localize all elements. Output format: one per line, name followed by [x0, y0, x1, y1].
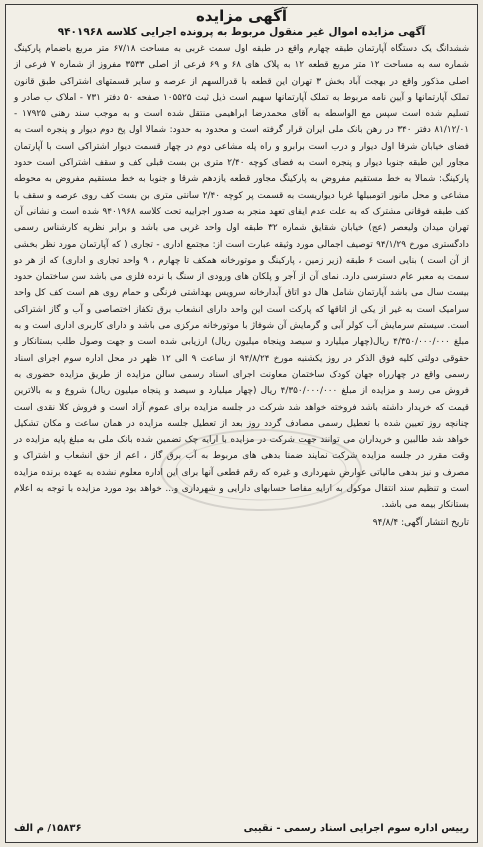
publish-date-label: تاریخ انتشار آگهی:	[401, 517, 469, 528]
footer-reference: ۱۵۸۳۶/ م الف	[14, 823, 82, 834]
footer-signature: رییس اداره سوم اجرایی اسناد رسمی - نقیبی	[243, 823, 469, 834]
notice-body: ششدانگ یک دستگاه آپارتمان طبقه چهارم واقع در طبقه اول سمت غربی به مساحت ۶۷/۱۸ متر مربع باضمام پارکینگ شماره سه به مساحت ۱۲ متر مربع قطعه ۱۲ به پلاک های ۶۸ و ۶۹ فرعی از اصلی ۳۵۳۳ مفروز از شماره ۷ فرعی از اصلی مذکور واقع در بهجت آباد بخش ۳ تهران این قطعه با قدرالسهم از عرصه و سایر قسمتهای اشتراکی طبق قانون تملک آپارتمانها و آیین نامه مربوط به تملک آپارتمانها سهیم است ذیل ثبت ۱۰۵۵۲۵ صفحه ۵۰ دفتر ۷۳۱ - املاک ب صادر و تسلیم شده است سپس مع الواسطه به آقای محمدرضا ابراهیمی منتقل شده است و به موجب سند رهنی ۱۷۹۲۵ - ۸۱/۱۲/۰۱ دفتر ۳۴۰ در رهن بانک ملی ایران قرار گرفته است و محدود به حدود: شمالا اول پخ دوم دیوار و پنجره است به فضای خیابان شرقا اول دیوار و درب است برابرو و راه پله مشاعی دوم در چهار قسمت دیوار اشتراکی است با آپارتمان مجاور این طبقه جنوبا دیوار و پنجره است به فضای کوچه ۲/۴۰ متری بن بست قبلی کف و سقف اشتراکی است حدود پارکینگ: شمالا به خط مستقیم مفروض به پارکینگ مجاور قطعه یازدهم شرقا و جنوبا به خط مستقیم مفروض به محوطه مشاعی و محل مانور اتومبیلها غربا دیواریست به قسمت پر کوچه ۲/۴۰ سانتی متری بن بست کف روی عرصه و سقف با کف طبقه فوقانی مشترک که به علت عدم ایفای تعهد منجر به صدور اجراییه تحت کلاسه ۹۴۰۱۹۶۸ شده است و نشانی آن تهران میدان ولیعصر (عج) خیابان شقایق شماره ۳۲ طبقه اول واحد غربی می باشد و برابر نظریه کارشناس رسمی دادگستری مورخ ۹۴/۱/۲۹ توصیف اجمالی مورد وثیقه عبارت است از: مجتمع اداری - تجاری ( که آپارتمان مورد نظر بخشی از آن است ) بنایی است ۶ طبقه (زیر زمین ، پارکینگ و موتورخانه همکف تا چهارم ، ۹ واحد تجاری و اداری) که از هر دو سمت به معبر عام دسترسی دارد. نمای آن از آجر و پلکان های ورودی از سنگ با نرده فلزی می باشد سن ساختمان حدود بیست سال می باشد آپارتمان شامل هال دو اتاق آبدارخانه سرویس بهداشتی فرنگی و حمام روی هم است کف کل واحد سرامیک است به غیر از یکی از اتاقها که پارکت است این واحد دارای انشعاب برق تکفاز اختصاصی و آب و گاز اشتراکی است. سیستم سرمایش آب کولر آبی و گرمایش آن شوفاژ با موتورخانه مرکزی می باشد و دارای کاربری اداری است و به مبلغ ۴/۳۵۰/۰۰۰/۰۰۰ ریال(چهار میلیارد و سیصد وپنجاه میلیون ریال) ارزیابی شده است و جهت وصول طلب بستانکار و حقوقی دولتی کلیه فوق الذکر در روز یکشنبه مورخ ۹۴/۸/۲۴ از ساعت ۹ الی ۱۲ ظهر در محل اداره سوم اجرای اسناد رسمی واقع در چهارراه جهان کودک ساختمان معاونت اجرای اسناد رسمی سالن مزایده از طریق مزایده حضوری به فروش می رسد و مزایده از مبلغ ۴/۳۵۰/۰۰۰/۰۰۰ ریال (چهار میلیارد و سیصد و پنجاه میلیون ریال) شروع و به بالاترین قیمت که خریدار داشته باشد فروخته خواهد شد شرکت در جلسه مزایده برای عموم آزاد است و فروش کلا نقدی است چنانچه روز تعیین شده با تعطیل رسمی مصادف گردد روز بعد از تعطیل جلسه مزایده در همان ساعت و مکان تشکیل خواهد شد طالبین و خریداران می توانند جهت شرکت در مزایده با ارایه چک تضمین شده بانک ملی به مبلغ پایه مزایده در وقت مقرر در جلسه مزایده شرکت نمایند ضمنا بدهی های مربوط به آب برق گاز ، اعم از حق انشعاب و اشتراک و مصرف و نیز بدهی مالیاتی عوارض شهرداری و غیره که رقم قطعی آنها برای این اداره معلوم نشده به عهده برنده مزایده است و تنظیم سند انتقال موکول به ارایه مفاصا حسابهای دارایی و شهرداری و... خواهد بود مورد مزایده با توجه به اعلام بستانکار بیمه می باشد.	[14, 44, 470, 511]
publish-date-line	[14, 516, 469, 530]
notice-title: آگهی مزایده	[195, 7, 288, 25]
notice-frame	[5, 4, 478, 843]
notice-subtitle: آگهی مزایده اموال غیر منقول مربوط به پرونده اجرایی کلاسه ۹۴۰۱۹۶۸	[57, 26, 426, 38]
publish-date: ۹۴/۸/۴	[372, 517, 399, 528]
notice-footer	[14, 821, 469, 836]
